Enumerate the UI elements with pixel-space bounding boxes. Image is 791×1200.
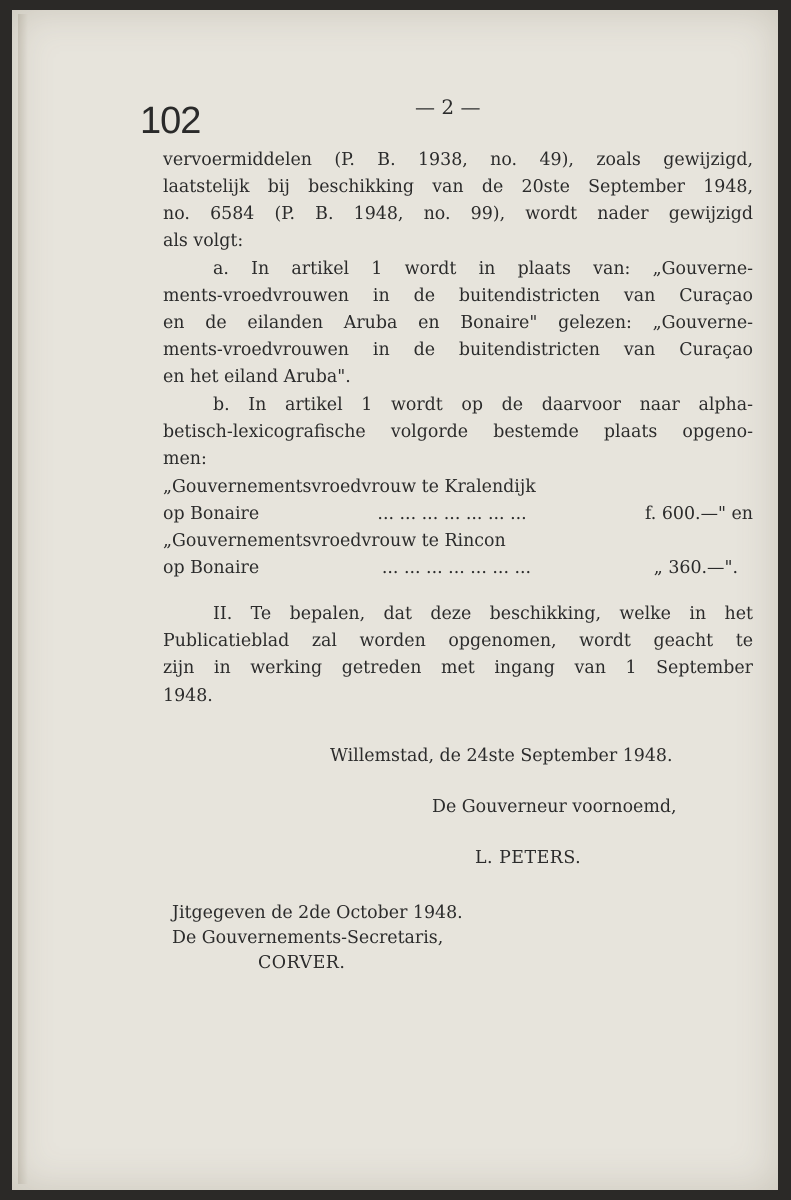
item-a-line-2: ments-vroedvrouwen in de buitendistricten van Curaçao <box>163 286 753 306</box>
item-b-line-2: betisch-lexicografische volgorde bestemde plaats opgeno- <box>163 422 753 442</box>
item-a-line-5: en het eiland Aruba". <box>163 367 351 387</box>
intro-line-1: vervoermiddelen (P. B. 1938, no. 49), zoals gewijzigd, <box>163 150 753 170</box>
secretary-title: De Gouvernements-Secretaris, <box>172 928 444 948</box>
issued-date: Jitgegeven de 2de October 1948. <box>172 903 463 923</box>
item-a-line-4: ments-vroedvrouwen in de buitendistricten van Curaçao <box>163 340 753 360</box>
section-ii-line-4: 1948. <box>163 686 213 706</box>
entry-2-dots: ... ... ... ... ... ... ... <box>381 558 532 578</box>
section-ii-line-3: zijn in werking getreden met ingang van 1 September <box>163 658 753 678</box>
entry-1-dots: ... ... ... ... ... ... ... <box>377 504 527 524</box>
place-date: Willemstad, de 24ste September 1948. <box>330 746 673 766</box>
item-a-line-3: en de eilanden Aruba en Bonaire" gelezen: „Gouverne- <box>163 313 753 333</box>
entry-2-place: op Bonaire <box>163 558 260 578</box>
page-edge-shadow <box>18 14 28 1184</box>
entry-1-title: „Gouvernementsvroedvrouw te Kralendijk <box>163 477 536 497</box>
entry-1-place: op Bonaire <box>163 504 260 524</box>
entry-2-line <box>163 555 738 582</box>
section-ii-line-1: II. Te bepalen, dat deze beschikking, welke in het <box>213 604 753 624</box>
signatory-name: L. PETERS. <box>475 848 582 868</box>
page-mark: — 2 — <box>415 95 481 119</box>
intro-line-2: laatstelijk bij beschikking van de 20ste September 1948, <box>163 177 753 197</box>
entry-2-amount: „ 360.—". <box>653 558 738 578</box>
section-ii-line-2: Publicatieblad zal worden opgenomen, wordt geacht te <box>163 631 753 651</box>
item-b-line-1: b. In artikel 1 wordt op de daarvoor naar alpha- <box>213 395 753 415</box>
secretary-name: CORVER. <box>258 953 346 973</box>
entry-2-title: „Gouvernementsvroedvrouw te Rincon <box>163 531 506 551</box>
item-a-line-1: a. In artikel 1 wordt in plaats van: „Gouverne- <box>213 259 753 279</box>
item-b-line-3: men: <box>163 449 207 469</box>
intro-line-3: no. 6584 (P. B. 1948, no. 99), wordt nader gewijzigd <box>163 204 753 224</box>
page-number: 102 <box>140 100 201 142</box>
signatory-role: De Gouverneur voornoemd, <box>432 797 677 817</box>
intro-line-4: als volgt: <box>163 231 244 251</box>
entry-1-amount: f. 600.—" en <box>644 504 753 524</box>
entry-1-line <box>163 501 753 528</box>
